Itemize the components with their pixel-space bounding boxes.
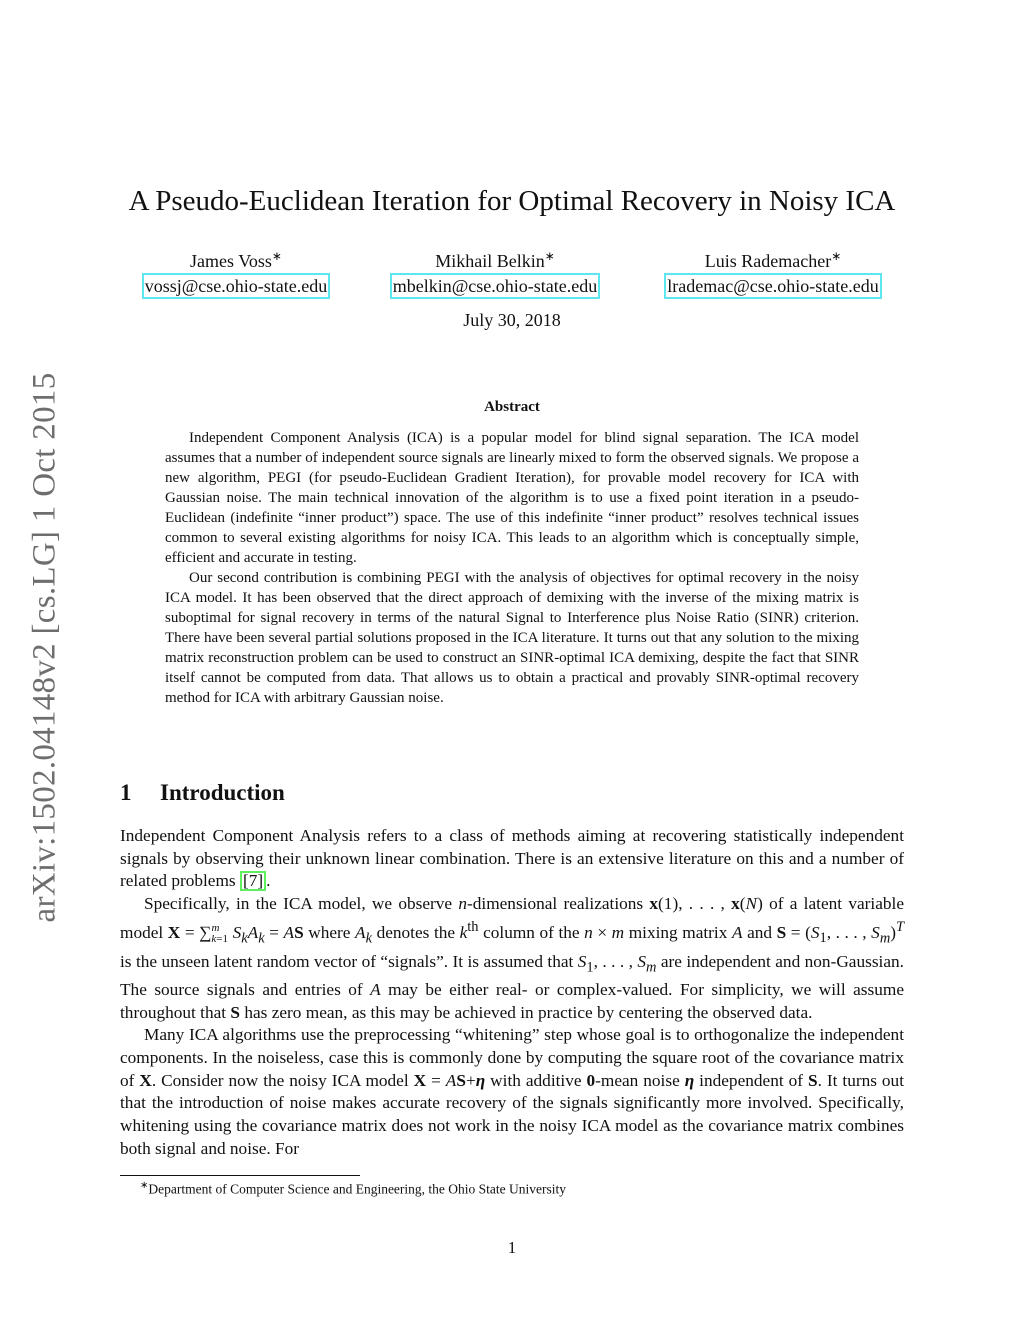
author-email-link[interactable]: vossj@cse.ohio-state.edu	[142, 273, 331, 299]
author-block	[0, 244, 1024, 300]
abstract-paragraph: Independent Component Analysis (ICA) is a popular model for blind signal separation. The ICA model assumes that a number of independent source signals are linearly mixed to form the observed signals. We propose a new algorithm, PEGI (for pseudo-Euclidean Gradient Iteration), for provable model recovery for ICA with Gaussian noise. The main technical innovation of the algorithm is to use a fixed point iteration in a pseudo-Euclidean (indefinite “inner product”) space. The use of this indefinite “inner product” resolves technical issues common to several existing algorithms for noisy ICA. This leads to an algorithm which is conceptually simple, efficient and accurate in testing.	[165, 430, 859, 566]
section-heading	[120, 780, 285, 806]
abstract-heading: Abstract	[484, 399, 540, 415]
author-1	[130, 244, 342, 299]
author-name: Mikhail Belkin∗	[435, 249, 555, 271]
abstract-paragraph: Our second contribution is combining PEGI with the analysis of objectives for optimal recovery in the noisy ICA model. It has been observed that the direct approach of demixing with the inverse of the mixing matrix is suboptimal for signal recovery in terms of the natural Signal to Interference plus Noise Ratio (SINR) criterion. There have been several partial solutions proposed in the ICA literature. It turns out that any solution to the mixing matrix reconstruction problem can be used to construct an SINR-optimal ICA demixing, despite the fact that SINR itself cannot be computed from data. That allows us to obtain a practical and provably SINR-optimal recovery method for ICA with arbitrary Gaussian noise.	[165, 570, 859, 706]
author-email-link[interactable]: mbelkin@cse.ohio-state.edu	[390, 273, 601, 299]
citation-link[interactable]: [7]	[240, 871, 266, 891]
paper-title: A Pseudo-Euclidean Iteration for Optimal Recovery in Noisy ICA	[128, 185, 896, 217]
author-3	[648, 244, 898, 299]
author-name: James Voss∗	[190, 249, 282, 271]
arxiv-stamp	[26, 365, 63, 930]
body-paragraph: Independent Component Analysis refers to a class of methods aiming at recovering statistically independent signals by observing their unknown linear combination. There is an extensive literature on this and a number of related problems [7] .	[120, 826, 904, 891]
section-number: 1	[120, 780, 132, 805]
page-number: 1	[507, 1238, 517, 1257]
body-paragraph: Many ICA algorithms use the preprocessing “whitening” step whose goal is to orthogonalize the independent components. In the noiseless, case this is commonly done by computing the square root of the covariance matrix of X. Consider now the noisy ICA model X = AS+η with additive 0-mean noise η independent of S. It turns out that the introduction of noise makes accurate recovery of the signals significantly more involved. Specifically, whitening using the covariance matrix does not work in the noisy ICA model as the covariance matrix combines both signal and noise. For	[120, 1025, 904, 1158]
body-paragraph: Specifically, in the ICA model, we observe n-dimensional realizations x(1), . . . , x(N) of a latent variable model X = ∑$^m_{k=1}$ $S_kA_k$ = AS where $A_k$ denotes the $k^{th}$ column of the n × m mixing matrix A and $S = (S_1$, . . . , $S_m)^T$ is the unseen latent random vector of “signals”. It is assumed that $S_1$, . . . , $S_m$ are independent and non-Gaussian. The source signals and entries of A may be either real- or complex-valued. For simplicity, we will assume throughout that S has zero mean, as this may be achieved in practice by centering the observed data.	[120, 894, 904, 1022]
author-name: Luis Rademacher∗	[704, 249, 842, 271]
author-email-link[interactable]: lrademac@cse.ohio-state.edu	[664, 273, 881, 299]
abstract-body	[165, 428, 859, 708]
arxiv-stamp-text: arXiv:1502.04148v2 [cs.LG] 1 Oct 2015	[26, 372, 63, 923]
introduction-body	[120, 825, 904, 1161]
paper-date: July 30, 2018	[463, 310, 561, 330]
footnote: ∗Department of Computer Science and Engineering, the Ohio State University	[140, 1180, 567, 1197]
section-title: Introduction	[160, 780, 285, 805]
author-2	[374, 244, 616, 299]
footnote-divider	[120, 1175, 360, 1176]
